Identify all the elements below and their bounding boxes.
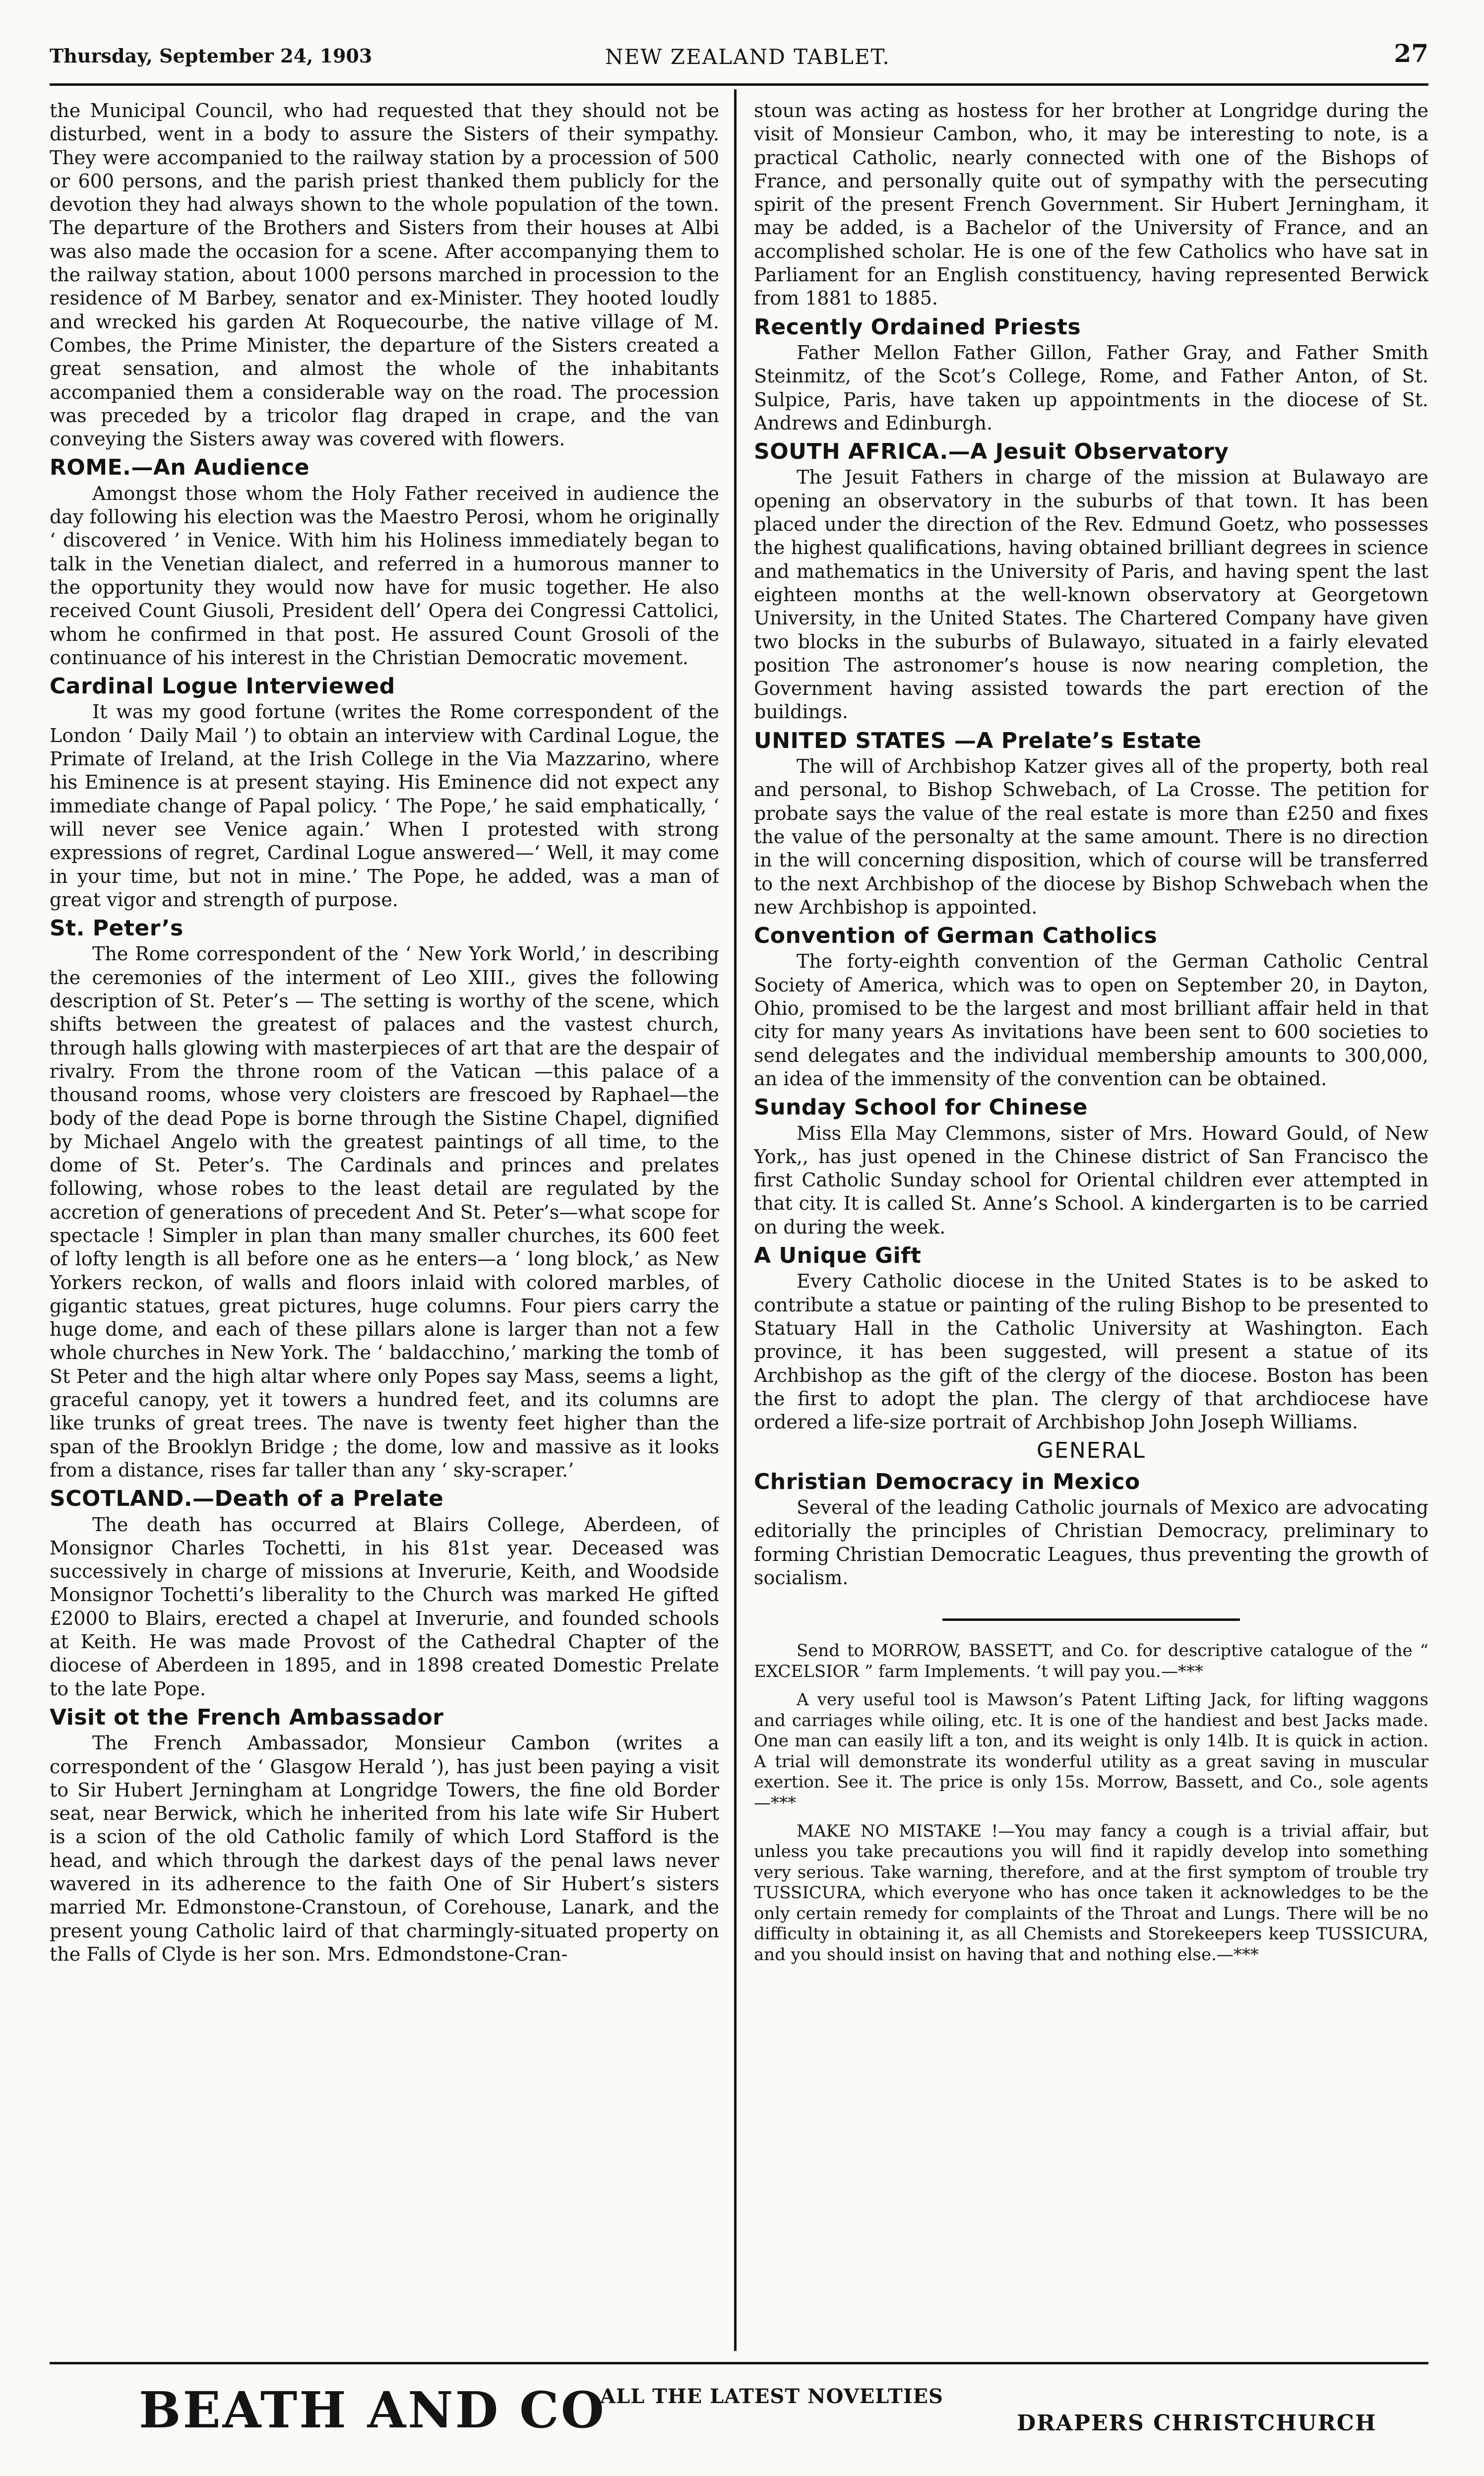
article-continuation: the Municipal Council, who had requested that they should not be disturbed, went in a body to assure the Sisters of their sympathy. They were accompanied to the railway station by a procession of 500 or 600 persons, and the parish priest thanked them publicly for the devotion they had always shown to the whole population of the town. The departure of the Brothers and Sisters from their houses at Albi was also made the occasion for a scene. After accompanying them to the railway station, about 1000 persons marched in procession to the residence of M Barbey, senator and ex-Minister. They hooted loudly and wrecked his garden At Roquecourbe, the native village of M. Combes, the Prime Minister, the departure of the Sisters created a great sensation, and almost the whole of the inhabitants accompanied them a considerable way on the road. The procession was preceded by a tricolor flag draped in crape, and the van conveying the Sisters away was covered with flowers.	[50, 100, 719, 450]
footer-tagline: ALL THE LATEST NOVELTIES	[600, 2385, 943, 2408]
ordained-article: Father Mellon Father Gillon, Father Gray, and Father Smith Steinmitz, of the Scot’s College, Rome, and Father Anton, of St. Sulpice, Paris, have taken up appointments in the diocese of St. Andrews and Edinburgh.	[754, 341, 1428, 434]
mexico-heading: Christian Democracy in Mexico	[754, 1469, 1140, 1494]
lifting-jack-advertisement: A very useful tool is Mawson’s Patent Lifting Jack, for lifting waggons and carriages while oiling, etc. It is one of the handiest and best Jacks made. One man can easily lift a ton, and its weight is only 14lb. It is quick in action. A trial will demonstrate its wonderful utility as a great saving in muscular exertion. See it. The price is only 15s. Morrow, Bassett, and Co., sole agents —***	[754, 1690, 1428, 1813]
ambassador-continuation: stoun was acting as hostess for her brother at Longridge during the visit of Monsieur Cambon, who, it may be interesting to note, is a practical Catholic, nearly connected with one of the Bishops of France, and personally quite out of sympathy with the persecuting spirit of the present French Government. Sir Hubert Jerningham, it may be added, is a Bachelor of the University of France, and an accomplished scholar. He is one of the few Catholics who have sat in Parliament for an English constituency, having represented Berwick from 1881 to 1885.	[754, 100, 1428, 310]
unique-gift-heading: A Unique Gift	[754, 1243, 922, 1269]
south-africa-heading: SOUTH AFRICA.—A Jesuit Observatory	[754, 439, 1229, 465]
page-footer-advertisement	[50, 2376, 1428, 2445]
left-column	[50, 99, 719, 2361]
column-divider	[734, 89, 737, 2351]
st-peters-heading: St. Peter’s	[50, 916, 184, 941]
scotland-article: The death has occurred at Blairs College, Aberdeen, of Monsignor Charles Tochetti, in his 81st year. Deceased was successively in charge of missions at Inverurie, Keith, and Woodside Monsignor Tochetti’s liberality to the Church was marked He gifted £2000 to Blairs, erected a chapel at Inverurie, and founded schools at Keith. He was made Provost of the Cathedral Chapter of the diocese of Aberdeen in 1895, and in 1898 created Domestic Prelate to the late Pope.	[50, 1513, 719, 1700]
south-africa-article: The Jesuit Fathers in charge of the mission at Bulawayo are opening an observatory in the suburbs of that town. It has been placed under the direction of the Rev. Edmund Goetz, who possesses the highest qualifications, having obtained brilliant degrees in science and mathematics in the University of Paris, and having spent the last eighteen months at the well-known observatory at Georgetown University, in the United States. The Chartered Company have given two blocks in the suburbs of Bulawayo, situated in a fairly elevated position The astronomer’s house is now nearing completion, the Government having assisted towards the part erection of the buildings.	[754, 466, 1428, 723]
logue-heading: Cardinal Logue Interviewed	[50, 674, 395, 699]
unique-gift-article: Every Catholic diocese in the United States is to be asked to contribute a statue or painting of the ruling Bishop to be presented to Statuary Hall in the Catholic University at Washington. Each province, it has been suggested, will present a statue of its Archbishop as the gift of the clergy of the diocese. Boston has been the first to adopt the plan. The clergy of that archdiocese have ordered a life-size portrait of Archbishop John Joseph Williams.	[754, 1270, 1428, 1433]
sunday-school-article: Miss Ella May Clemmons, sister of Mrs. Howard Gould, of New York,, has just opened in the Chinese district of San Francisco the first Catholic Sunday school for Oriental children ever attempted in that city. It is called St. Anne’s School. A kindergarten is to be carried on during the week.	[754, 1122, 1428, 1238]
ordained-heading: Recently Ordained Priests	[754, 314, 1081, 340]
general-section-heading: GENERAL	[1036, 1438, 1146, 1464]
footer-divider	[50, 2362, 1428, 2364]
rome-article: Amongst those whom the Holy Father received in audience the day following his election was the Maestro Perosi, whom he originally ‘ discovered ’ in Venice. With him his Holiness immediately began to talk in the Venetian dialect, and referred in a humorous manner to the opportunity they would now have for music together. He also received Count Giusoli, President dell’ Opera dei Congressi Cattolici, whom he confirmed in that post. He assured Count Grosoli of the continuance of his interest in the Christian Democratic movement.	[50, 482, 719, 669]
newspaper-title: NEW ZEALAND TABLET.	[605, 45, 890, 69]
tussicura-advertisement: MAKE NO MISTAKE !—You may fancy a cough is a trivial affair, but unless you take precautions you will find it rapidly develop into something very serious. Take warning, therefore, and at the first symptom of trouble try TUSSICURA, which everyone who has once taken it acknowledges to be the only certain remedy for complaints of the Throat and Lungs. There will be no difficulty in obtaining it, as all Chemists and Storekeepers keep TUSSICURA, and you should insist on having that and nothing else.—***	[754, 1821, 1428, 1965]
footer-brand: BEATH AND CO	[139, 2381, 606, 2439]
issue-date: Thursday, September 24, 1903	[50, 45, 372, 67]
excelsior-advertisement: Send to MORROW, BASSETT, and Co. for descriptive catalogue of the “ EXCELSIOR ” farm Implements. ‘t will pay you.—***	[754, 1641, 1428, 1681]
german-catholics-heading: Convention of German Catholics	[754, 923, 1158, 949]
header-divider	[50, 83, 1428, 86]
german-catholics-article: The forty-eighth convention of the German Catholic Central Society of America, which was to open on September 20, in Dayton, Ohio, promised to be the largest and most brilliant affair held in that city for many years As invitations have been sent to 600 societies to send delegates and the individual membership amounts to 300,000, an idea of the immensity of the convention can be obtained.	[754, 950, 1428, 1090]
united-states-article: The will of Archbishop Katzer gives all of the property, both real and personal, to Bishop Schwebach, of La Crosse. The petition for probate says the value of the real estate is more than £250 and fixes the value of the personalty at the same amount. There is no direction in the will concerning disposition, which of course will be transferred to the next Archbishop of the diocese by Bishop Schwebach when the new Archbishop is appointed.	[754, 755, 1428, 918]
footer-trade: DRAPERS CHRISTCHURCH	[1017, 2411, 1377, 2436]
ambassador-heading: Visit ot the French Ambassador	[50, 1704, 444, 1730]
page-header	[50, 39, 1428, 74]
logue-article: It was my good fortune (writes the Rome correspondent of the London ‘ Daily Mail ’) to obtain an interview with Cardinal Logue, the Primate of Ireland, at the Irish College in the Via Mazzarino, where his Eminence is at present staying. His Eminence did not expect any immediate change of Papal policy. ‘ The Pope,’ he said emphatically, ‘ will never see Venice again.’ When I protested with strong expressions of regret, Cardinal Logue answered—‘ Well, it may come in your time, but not in mine.’ The Pope, he added, was a man of great vigor and strength of purpose.	[50, 701, 719, 911]
page-number: 27	[1394, 39, 1428, 68]
right-column	[754, 99, 1428, 2366]
advertisement-divider	[942, 1618, 1240, 1621]
st-peters-article: The Rome correspondent of the ‘ New York World,’ in describing the ceremonies of the interment of Leo XIII., gives the following description of St. Peter’s — The setting is worthy of the scene, which shifts between the greatest of palaces and the vastest church, through halls glowing with masterpieces of art that are the despair of rivalry. From the throne room of the Vatican —this palace of a thousand rooms, whose very cloisters are frescoed by Raphael—the body of the dead Pope is borne through the Sistine Chapel, dignified by Michael Angelo with the greatest paintings of all time, to the dome of St. Peter’s. The Cardinals and princes and prelates following, whose robes to the least detail are regulated by the accretion of generations of precedent And St. Peter’s—what scope for spectacle ! Simpler in plan than many smaller churches, its 600 feet of lofty length is all before one as he enters—a ‘ long block,’ as New Yorkers reckon, of walls and floors inlaid with colored marbles, of gigantic statues, great pictures, huge columns. Four piers carry the huge dome, and each of these pillars alone is larger than not a few whole churches in New York. The ‘ baldacchino,’ marking the tomb of St Peter and the high altar where only Popes say Mass, seems a light, graceful canopy, yet it towers a hundred feet, and its columns are like trunks of great trees. The nave is twenty feet higher than the span of the Brooklyn Bridge ; the dome, low and massive as it looks from a distance, rises far taller than any ‘ sky-scraper.’	[50, 943, 719, 1481]
rome-heading: ROME.—An Audience	[50, 455, 310, 481]
ambassador-article: The French Ambassador, Monsieur Cambon (writes a correspondent of the ‘ Glasgow Herald ’), has just been paying a visit to Sir Hubert Jerningham at Longridge Towers, the fine old Border seat, near Berwick, which he inherited from his late wife Sir Hubert is a scion of the old Catholic family of which Lord Stafford is the head, and which through the darkest days of the penal laws never wavered in its adherence to the faith One of Sir Hubert’s sisters married Mr. Edmonstone-Cranstoun, of Corehouse, Lanark, and the present young Catholic laird of that charmingly-situated property on the Falls of Clyde is her son. Mrs. Edmondstone-Cran-	[50, 1732, 719, 1965]
united-states-heading: UNITED STATES —A Prelate’s Estate	[754, 728, 1202, 753]
sunday-school-heading: Sunday School for Chinese	[754, 1095, 1088, 1120]
mexico-article: Several of the leading Catholic journals of Mexico are advocating editorially the principles of Christian Democracy, preliminary to forming Christian Democratic Leagues, thus preventing the growth of socialism.	[754, 1496, 1428, 1589]
scotland-heading: SCOTLAND.—Death of a Prelate	[50, 1486, 444, 1512]
